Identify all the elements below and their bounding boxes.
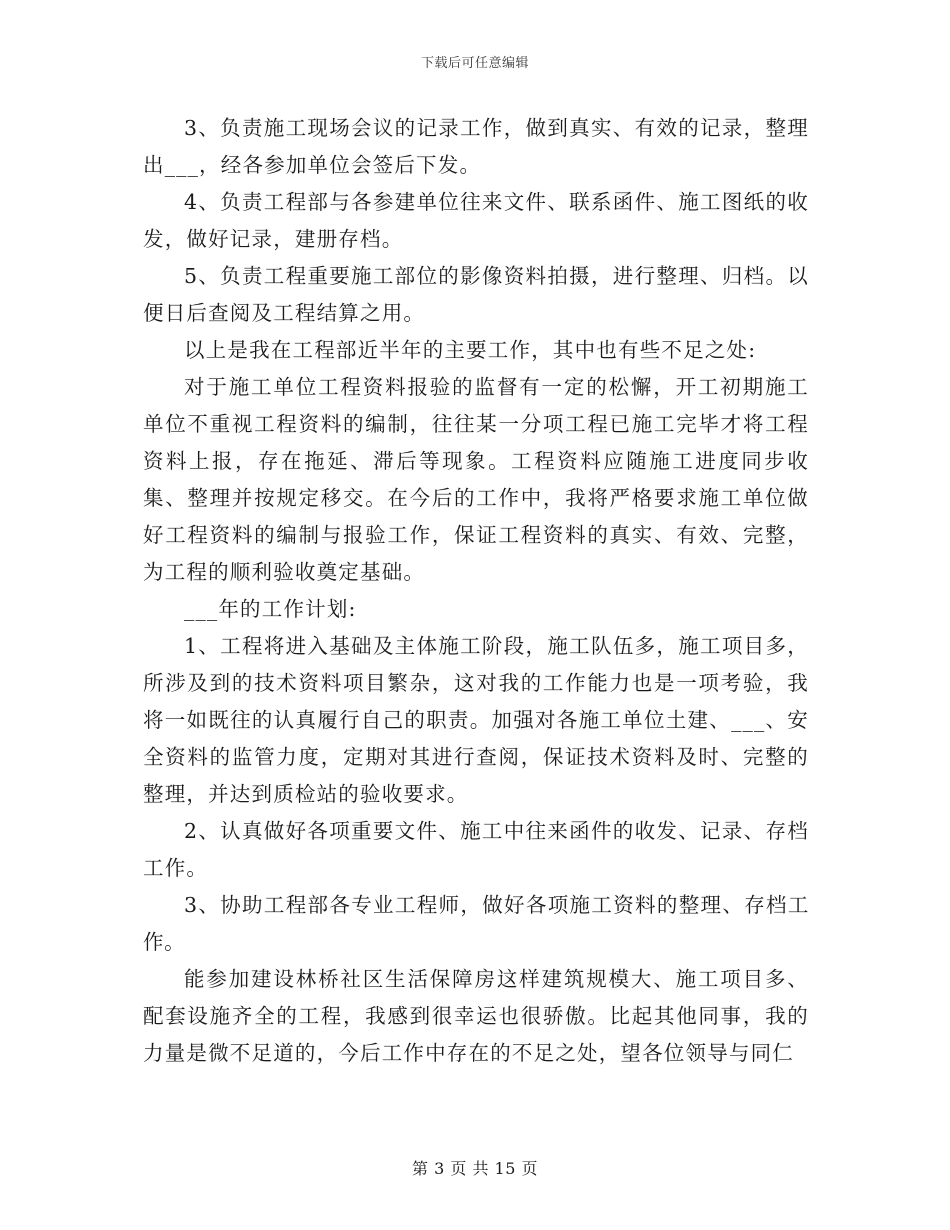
paragraph-plan-1: 1、工程将进入基础及主体施工阶段，施工队伍多，施工项目多，所涉及到的技术资料项目繁杂，这对我的工作能力也是一项考验，我将一如既往的认真履行自己的职责。加强对各施工单位土建、___、安全资料的监管力度，定期对其进行查阅，保证技术资料及时、完整的整理，并达到质检站的验收要求。 — [143, 634, 809, 806]
page-header-note: 下载后可任意编辑 — [420, 56, 529, 71]
paragraph-summary: 以上是我在工程部近半年的主要工作，其中也有些不足之处: — [184, 338, 757, 362]
paragraph-plan-heading: ___年的工作计划: — [184, 597, 357, 621]
paragraph-duty-5: 5、负责工程重要施工部位的影像资料拍摄，进行整理、归档。以便日后查阅及工程结算之用。 — [143, 264, 809, 325]
paragraph-plan-3: 3、协助工程部各专业工程师，做好各项施工资料的整理、存档工作。 — [143, 893, 809, 954]
document-body — [143, 110, 809, 1072]
page-number: 第 3 页 共 15 页 — [412, 1159, 538, 1178]
paragraph-duty-3: 3、负责施工现场会议的记录工作，做到真实、有效的记录，整理出___，经各参加单位会签后下发。 — [143, 116, 809, 177]
paragraph-duty-4: 4、负责工程部与各参建单位往来文件、联系函件、施工图纸的收发，做好记录，建册存档。 — [143, 190, 809, 251]
paragraph-closing: 能参加建设林桥社区生活保障房这样建筑规模大、施工项目多、配套设施齐全的工程，我感到很幸运也很骄傲。比起其他同事，我的力量是微不足道的，今后工作中存在的不足之处，望各位领导与同仁 — [143, 967, 809, 1065]
paragraph-shortcomings: 对于施工单位工程资料报验的监督有一定的松懈，开工初期施工单位不重视工程资料的编制，往往某一分项工程已施工完毕才将工程资料上报，存在拖延、滞后等现象。工程资料应随施工进度同步收集、整理并按规定移交。在今后的工作中，我将严格要求施工单位做好工程资料的编制与报验工作，保证工程资料的真实、有效、完整，为工程的顺利验收奠定基础。 — [143, 375, 809, 584]
paragraph-plan-2: 2、认真做好各项重要文件、施工中往来函件的收发、记录、存档工作。 — [143, 819, 809, 880]
